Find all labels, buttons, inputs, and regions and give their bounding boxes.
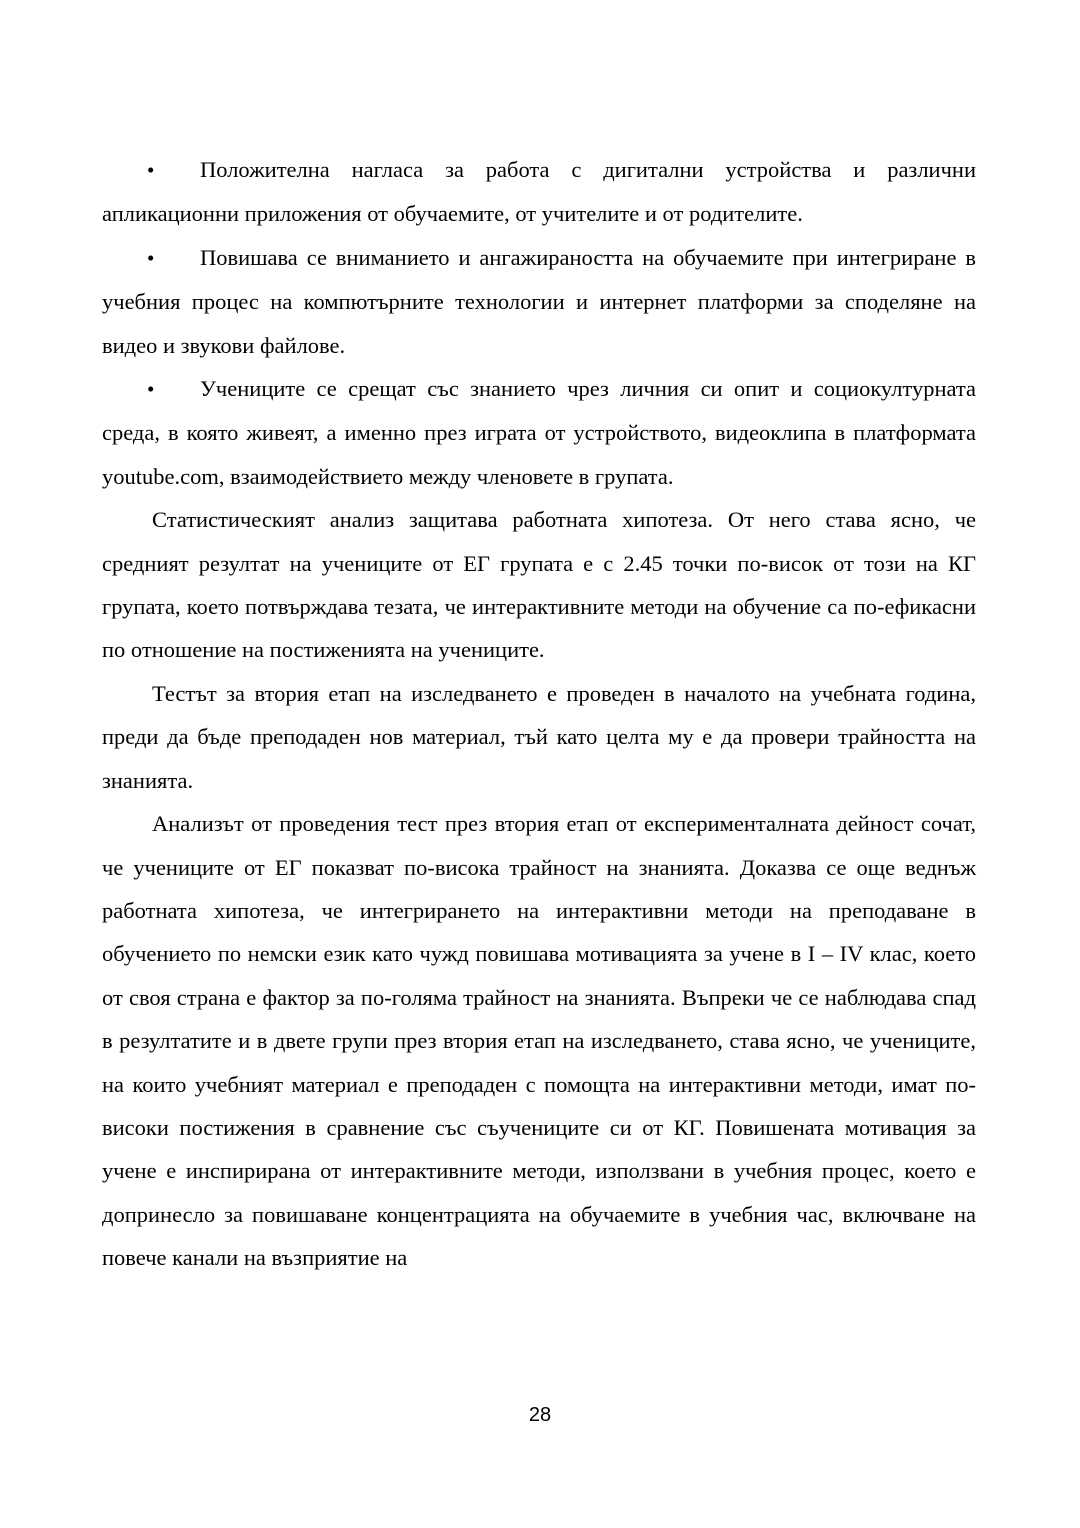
bullet-item [102, 236, 976, 367]
page-number: 28 [528, 1404, 552, 1426]
page-footer [0, 1402, 1080, 1428]
paragraph-text: Анализът от проведения тест през втория етап от експерименталната дейност сочат, че учениците от ЕГ показват по-висока трайност на знанията. Доказва се още веднъж работната хипотеза, че интегрирането на интерактивни методи на преподаване в обучението по немски език като чужд повишава мотивацията за учене в I – IV клас, което от своя страна е фактор за по-голяма трайност на знанията. Въпреки че се наблюдава спад в резултатите и в двете групи през втория етап на изследването, става ясно, че учениците, на които учебният материал е преподаден с помощта на интерактивни методи, имат по-високи постижения в сравнение със съучениците си от КГ. Повишената мотивация за учене е инспирирана от интерактивните методи, използвани в учебния процес, което е допринесло за повишаване концентрацията на обучаемите в учебния час, включване на повече канали на възприятие на [102, 811, 976, 1271]
bullet-icon: • [147, 377, 155, 402]
paragraph-text: Тестът за втория етап на изследването е проведен в началото на учебната година, преди да бъде преподаден нов материал, тъй като целта му е да провери трайността на знанията. [102, 680, 976, 793]
bullet-icon: • [147, 158, 155, 182]
bullet-item [102, 367, 976, 498]
bullet-icon: • [147, 245, 155, 270]
paragraph-text: Положителна нагласа за работа с дигитални устройства и различни апликационни приложения от обучаемите, от учителите и от родителите. [102, 157, 976, 227]
paragraph [102, 672, 976, 802]
paragraph-text: Повишава се вниманието и ангажираността на обучаемите при интегриране в учебния процес на компютърните технологии и интернет платформи за споделяне на видео и звукови файлове. [102, 244, 976, 358]
bullet-item [102, 148, 976, 236]
paragraph-text: Учениците се срещат със знанието чрез личния си опит и социокултурната среда, в която живеят, а именно през играта от устройството, видеоклипа в платформата youtube.com, взаимодействието между членовете в групата. [102, 376, 976, 489]
paragraph-text: Статистическият анализ защитава работната хипотеза. От него става ясно, че средният резултат на учениците от ЕГ групата е с 2.45 точки по-висок от този на КГ групата, което потвърждава тезата, че интерактивните методи на обучение са по-ефикасни по отношение на постиженията на учениците. [102, 507, 976, 663]
paragraph [102, 498, 976, 672]
document-body [102, 148, 976, 1280]
paragraph [102, 802, 976, 1279]
